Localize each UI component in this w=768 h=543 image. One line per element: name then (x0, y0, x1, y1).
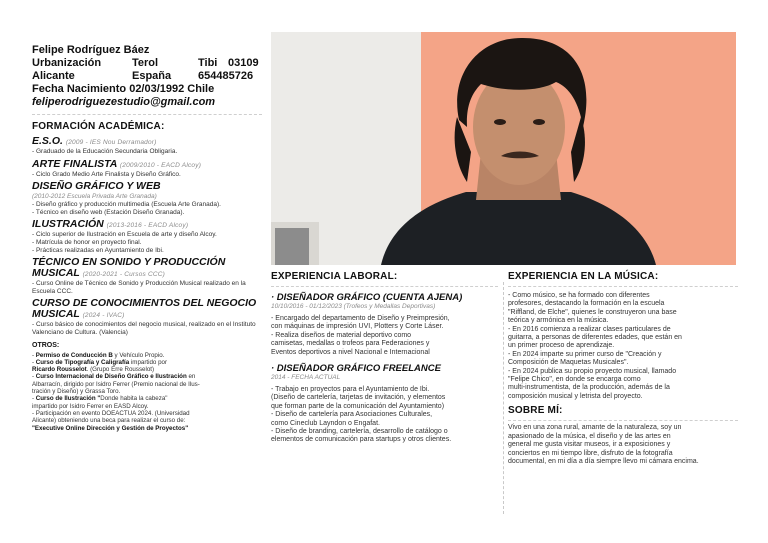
education-title (32, 159, 262, 171)
education-line: - Curso básico de conocimientos del negocio musical, realizado en el Instituto Valenciano de Cultura. (Valencia) (32, 321, 256, 336)
music-line: guitarra, a personas de diferentes edades, que están en (508, 334, 682, 342)
education-line: - Matrícula de honor en proyecto final. (32, 238, 142, 246)
education-title (32, 298, 262, 321)
job-line: - Diseño de branding, cartelería, desarrollo de catálogo o (271, 428, 448, 436)
job-line: con máquinas de impresión UVI, Plotters y Corte Láser. (271, 323, 444, 331)
about-text (508, 424, 738, 466)
otros-rest: . (Grupo Erre Rousselot) (86, 366, 155, 374)
divider (508, 420, 738, 421)
portrait-illustration (271, 32, 736, 265)
otros-bold: Permiso de Conducción B (35, 351, 113, 359)
education-meta: (2024 - IVAC) (82, 312, 125, 320)
education-line: - Prácticas realizadas en Ayuntamiento de Ibi. (32, 246, 164, 254)
music-line: - En 2024 imparte su primer curso de "Creación y (508, 350, 662, 358)
about-line: apasionado de la música, el diseño y de las artes en (508, 432, 671, 440)
education-line: - Diseño gráfico y producción multimedia (Escuela Arte Granada). (32, 201, 221, 209)
education-sub: (2010-2012 Escuela Privada Arte Granada) (32, 193, 157, 201)
job-line: - Realiza diseños de material deportivo como (271, 331, 412, 339)
experience-heading: EXPERIENCIA LABORAL: (271, 271, 398, 282)
otros-bold: "Executive Online Dirección y Gestión de Proyectos" (32, 424, 189, 432)
region-city: Alicante (32, 70, 75, 82)
profile-photo (271, 32, 736, 265)
education-line: - Curso Online de Técnico de Sonido y Producción Musical realizado en la Escuela CCC. (32, 280, 246, 295)
otros-rest: Participación en evento DOEACTUA 2024. (Universidad (35, 409, 190, 417)
otros-item (32, 403, 262, 410)
contact-region (32, 70, 262, 83)
otros-item (32, 352, 262, 359)
education-title (32, 219, 262, 231)
jobs-list (271, 292, 498, 445)
job-line: (Diseño de cartelería, tarjetas de invitación, y elementos (271, 394, 446, 402)
music-heading: EXPERIENCIA EN LA MÚSICA: (508, 271, 659, 282)
job-item (271, 292, 498, 357)
otros-bold: Curso Internacional de Diseño Gráfico e Ilustración (35, 373, 187, 381)
otros-prefix: - (32, 351, 36, 359)
education-item (32, 298, 262, 336)
education-title (32, 136, 262, 148)
otros-item (32, 395, 262, 402)
job-date: 10/10/2016 - 01/12/2023 (Trofeos y Medallas Deportivas) (271, 303, 436, 310)
education-item (32, 159, 262, 179)
otros-heading: OTROS: (32, 341, 60, 349)
job-line: - Trabajo en proyectos para el Ayuntamiento de Ibi. (271, 386, 430, 394)
job-line: que forman parte de la comunicación del Ayuntamiento) (271, 402, 445, 410)
job-title: · DISEÑADOR GRÁFICO FREELANCE (271, 363, 441, 375)
education-line: - Graduado de la Educación Secundaria Obligaria. (32, 148, 178, 155)
music-line: - En 2024 publica su propio proyecto musical, llamado (508, 367, 677, 375)
otros-bold: Curso de Tipografía y Caligrafía (35, 358, 130, 366)
divider (271, 286, 498, 287)
education-heading: FORMACIÓN ACADÉMICA: (32, 121, 165, 132)
otros-prefix: - (32, 373, 36, 381)
job-line: - Encargado del departamento de Diseño y Preimpresión, (271, 315, 450, 322)
contact-email: feliperodriguezestudio@gmail.com (32, 96, 216, 108)
otros-bold: Curso de Ilustración " (35, 395, 101, 403)
contact-phone: 654485726 (198, 70, 254, 82)
education-title (32, 181, 262, 193)
experience-column (271, 271, 498, 451)
education-title-text: TÉCNICO EN SONIDO Y PRODUCCIÓN MUSICAL (32, 256, 226, 280)
music-line: profesores, destacando la formación en la escuela (508, 300, 665, 308)
job-line: Eventos deportivos a nivel Nacional e Internacional (271, 348, 430, 356)
job-line: elementos de comunicación para startups y otros clientes. (271, 436, 452, 444)
otros-rest: Donde habita la cabeza" (100, 395, 168, 403)
otros-item (32, 417, 262, 424)
education-item (32, 257, 262, 295)
music-line: composición musical y letrista del proyecto. (508, 392, 643, 400)
job-line: camisetas, medallas o trofeos para Federaciones y (271, 340, 430, 348)
region-country: España (132, 70, 172, 82)
education-title-text: CURSO DE CONOCIMIENTOS DEL NEGOCIO MUSICAL (32, 297, 257, 321)
job-date: 2014 - FECHA ACTUAL (271, 374, 341, 382)
education-line: - Ciclo superior de Ilustración en Escuela de arte y diseño Alcoy. (32, 231, 217, 239)
music-line: un primer proceso de aprendizaje. (508, 342, 615, 350)
education-item (32, 181, 262, 216)
otros-rest: en (186, 373, 196, 381)
about-line: general me gusta visitar museos, ir a exposiciones y (508, 441, 671, 449)
about-line: documental, en mi día a día siempre llevo mi cámara encima. (508, 457, 699, 465)
contact-name: Felipe Rodríguez Báez (32, 44, 150, 56)
divider (508, 286, 738, 287)
address-street: Urbanización (32, 57, 102, 69)
about-line: Vivo en una zona rural, amante de la naturaleza, soy un (508, 424, 682, 432)
education-list (32, 136, 262, 337)
education-item (32, 219, 262, 254)
otros-prefix: - (32, 358, 36, 366)
education-title (32, 257, 262, 280)
education-title-text: ARTE FINALISTA (32, 157, 117, 170)
education-meta: (2009 - IES Nou Derramador) (65, 139, 157, 146)
otros-prefix: - (32, 409, 36, 417)
otros-rest: impartido por (129, 358, 168, 366)
music-line: - Como músico, se ha formado con diferentes (508, 292, 650, 299)
music-line: "Felipe Chico", en donde se encarga como (508, 376, 641, 384)
address-area: Terol (132, 57, 159, 69)
education-title-text: DISEÑO GRÁFICO Y WEB (32, 180, 161, 193)
column-separator (503, 282, 504, 514)
contact-address (32, 57, 262, 70)
about-line: conciertos en mi tiempo libre, disfruto de la fotografía (508, 449, 673, 457)
contact-block (32, 44, 262, 109)
otros-item (32, 425, 262, 432)
music-line: teórica y armónica en la música. (508, 317, 609, 325)
otros-bold: Ricardo Rousselot (32, 366, 87, 374)
otros-item (32, 366, 262, 373)
music-line: multi-instrumentista, de la producción, además de la (508, 384, 670, 392)
music-line: - En 2016 comienza a realizar clases particulares de (508, 325, 671, 333)
music-line: Composición de Maquetas Musicales". (508, 359, 629, 367)
otros-rest: y Vehículo Propio. (112, 351, 165, 359)
education-line: - Ciclo Grado Medio Arte Finalista y Diseño Gráfico. (32, 170, 181, 178)
otros-item (32, 359, 262, 366)
otros-item (32, 410, 262, 417)
address-town: Tibi (198, 57, 218, 69)
address-postcode: 03109 (228, 57, 259, 69)
education-meta: (2013-2016 - EACD Alcoy) (106, 222, 189, 230)
education-item (32, 136, 262, 156)
divider (32, 114, 262, 115)
otros-rest: Albarracín, dirigido por Isidro Ferrer (Premio nacional de Ilus- (32, 380, 200, 388)
music-text (508, 292, 738, 401)
otros-rest: impartido por Isidro Ferrer en EASD Alcoy. (32, 402, 149, 410)
otros-item (32, 373, 262, 380)
job-line: - Diseño de cartelería para Asociaciones Culturales, (271, 411, 433, 419)
job-title: · DISEÑADOR GRÁFICO (CUENTA AJENA) (271, 292, 463, 303)
otros-list (32, 352, 262, 432)
education-title-text: ILUSTRACIÓN (32, 218, 104, 231)
about-heading: SOBRE MÍ: (508, 405, 563, 417)
education-line: - Técnico en diseño web (Estación Diseño Granada). (32, 208, 185, 216)
otros-item (32, 381, 262, 388)
education-meta: (2009/2010 - EACD Alcoy) (119, 161, 202, 169)
education-meta: (2020-2021 - Cursos CCC) (82, 271, 166, 279)
otros-item (32, 388, 262, 395)
education-title-text: E.S.O. (32, 135, 63, 147)
job-line: como Cineclub Layndon o Engafat. (271, 419, 380, 427)
otros-prefix: - (32, 395, 36, 403)
job-item (271, 363, 498, 445)
birth-date: Fecha Nacimiento 02/03/1992 Chile (32, 83, 215, 95)
otros-rest: Alicante) obteniendo una beca para realizar el curso de: (32, 417, 186, 425)
left-column (32, 44, 262, 432)
otros-rest: tración y Diseño) y Grassa Toro. (32, 388, 121, 396)
music-column (508, 271, 738, 466)
music-line: "Riffland, de Elche", quienes le construyeron una base (508, 308, 677, 316)
